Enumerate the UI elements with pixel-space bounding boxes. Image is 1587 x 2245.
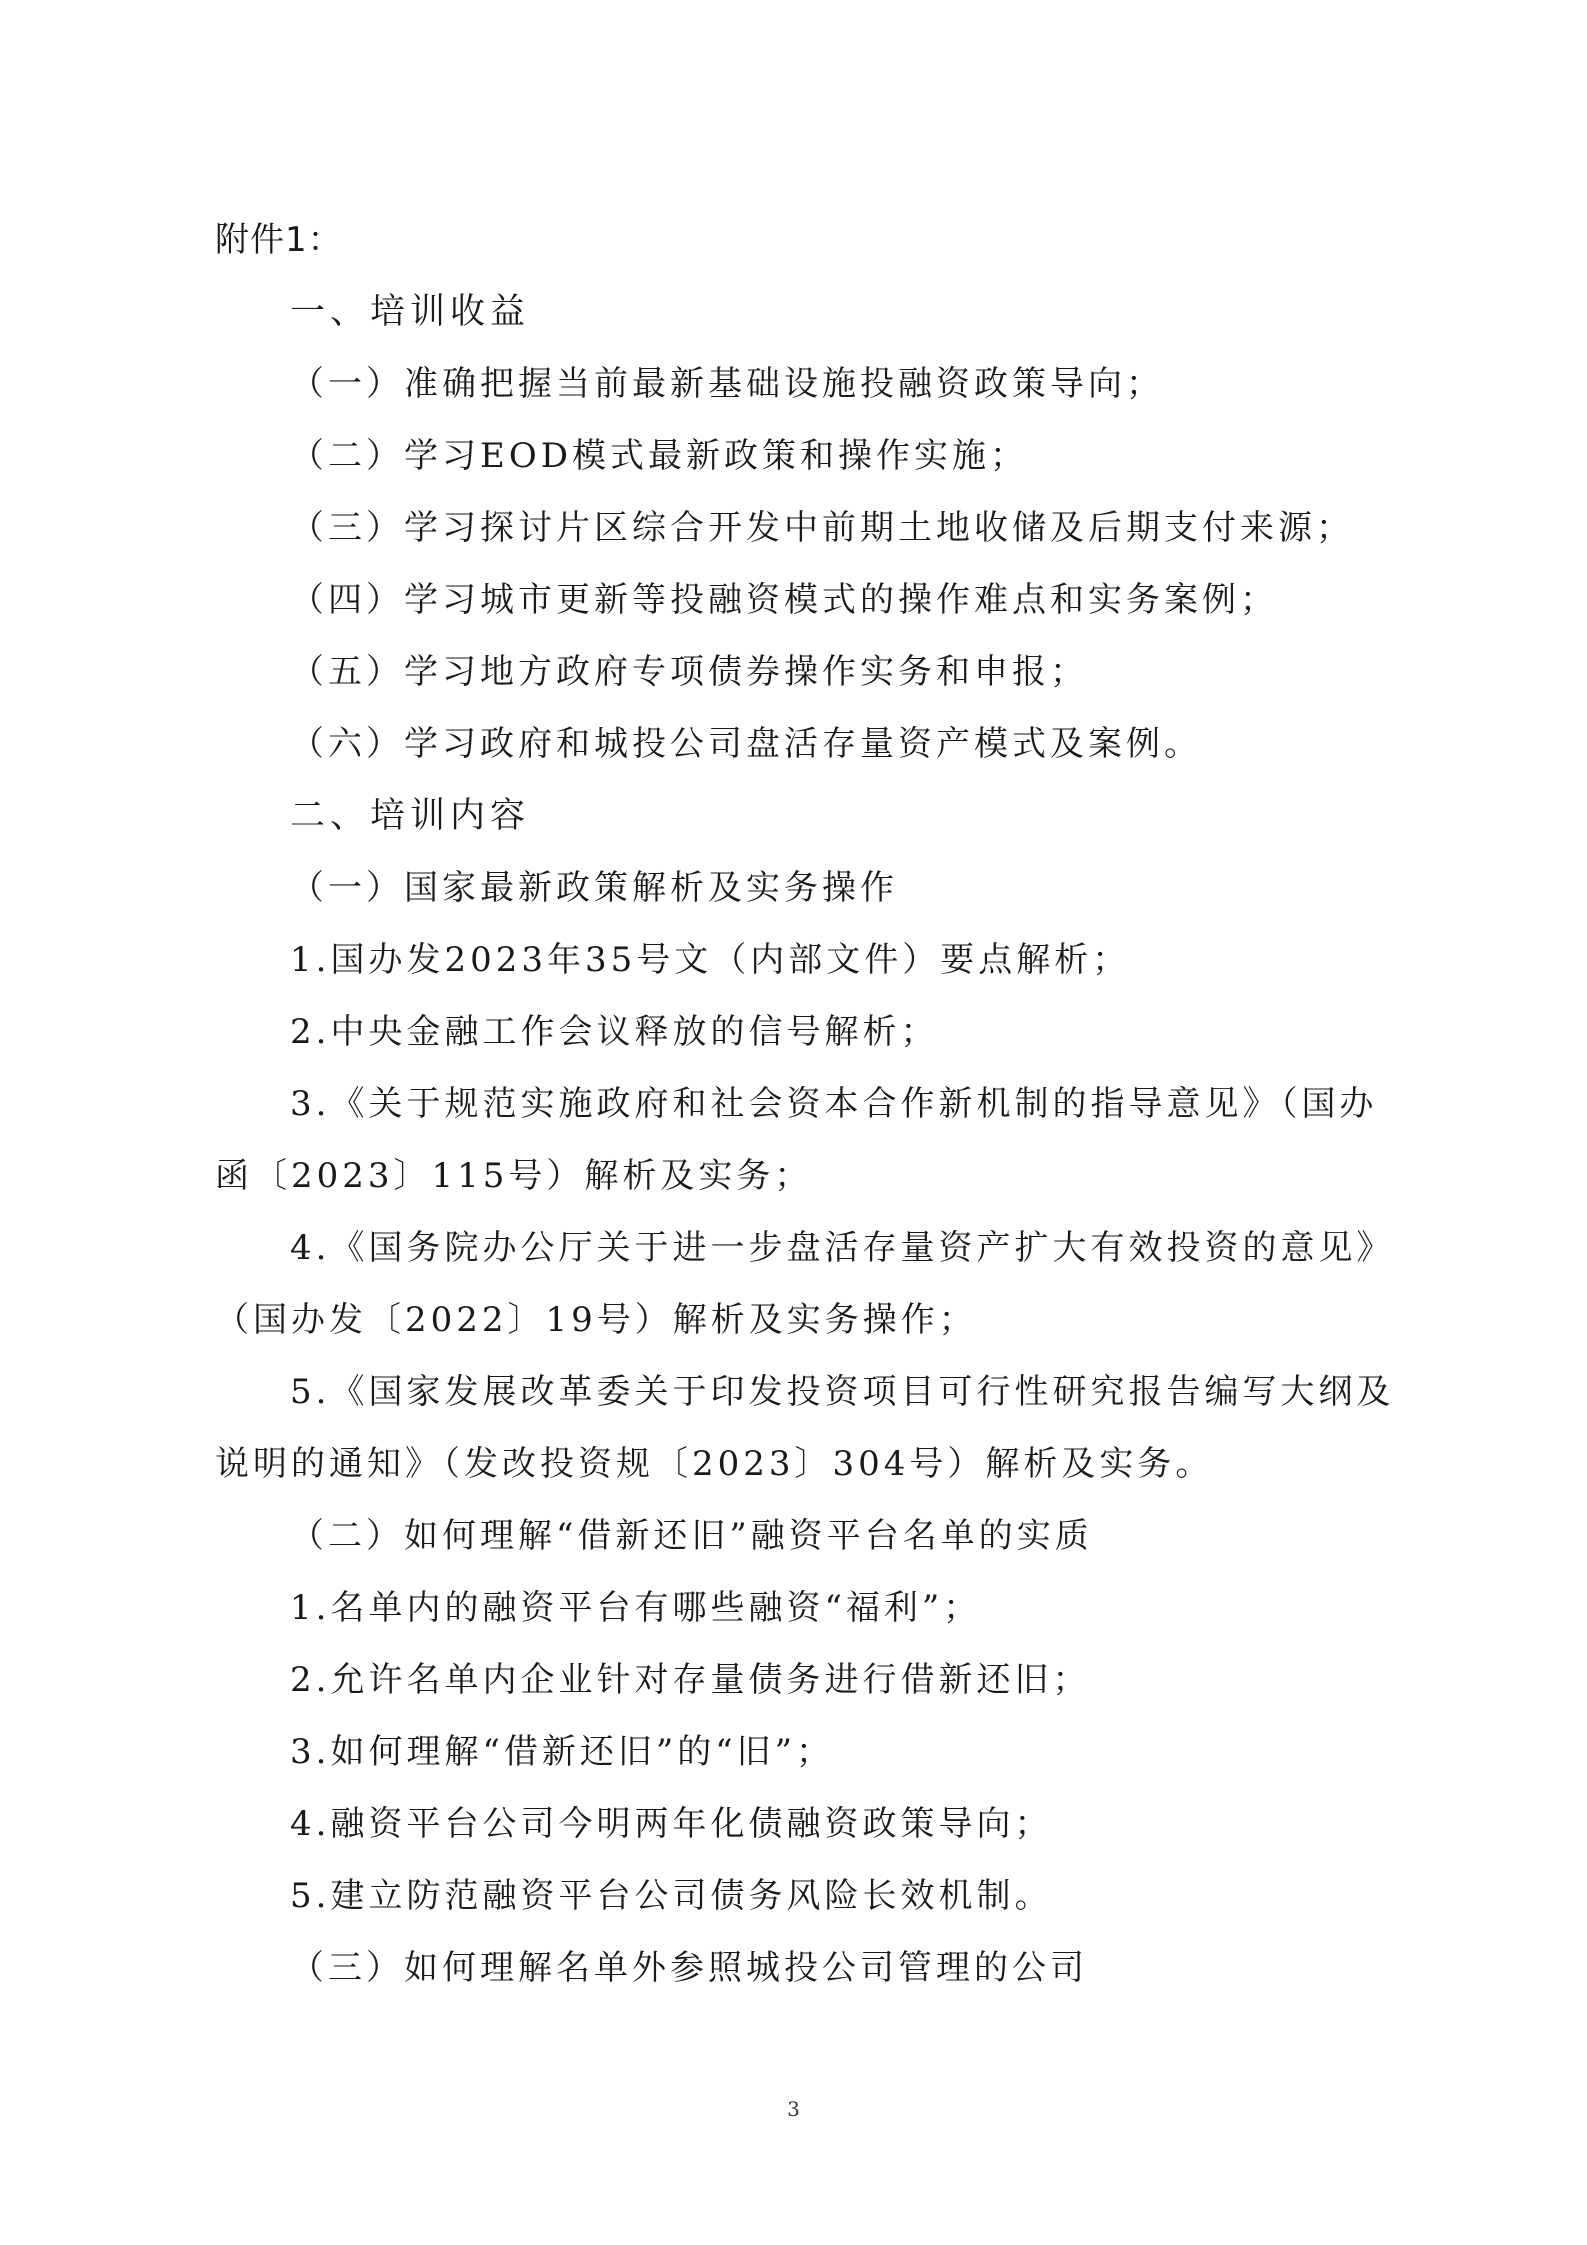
subsection-heading: （二）如何理解“借新还旧”融资平台名单的实质 [290,1516,1093,1556]
content-item: 3.如何理解“借新还旧”的“旧”； [290,1732,834,1772]
content-item: 2.中央金融工作会议释放的信号解析； [290,1012,939,1052]
subsection-heading: （一）国家最新政策解析及实务操作 [290,868,898,908]
content-item: 3.《关于规范实施政府和社会资本合作新机制的指导意见》（国办 [290,1084,1378,1124]
benefit-item: （五）学习地方政府专项债券操作实务和申报； [290,652,1088,692]
content-item: 5.建立防范融资平台公司债务风险长效机制。 [290,1876,1053,1916]
section-heading-benefits: 一、培训收益 [290,292,531,332]
content-item: 4.《国务院办公厅关于进一步盘活存量资产扩大有效投资的意见》 [290,1228,1395,1268]
content-item: 4.融资平台公司今明两年化债融资政策导向； [290,1804,1053,1844]
subsection-heading: （三）如何理解名单外参照城投公司管理的公司 [290,1948,1088,1988]
content-item: 1.国办发2023年35号文（内部文件）要点解析； [290,940,1131,980]
content-item: 1.名单内的融资平台有哪些融资“福利”； [290,1588,982,1628]
content-item-continuation: （国办发〔2022〕19号）解析及实务操作； [215,1300,977,1340]
section-heading-content: 二、培训内容 [290,796,531,836]
benefit-item: （三）学习探讨片区综合开发中前期土地收储及后期支付来源； [290,508,1354,548]
content-item-continuation: 函〔2023〕115号）解析及实务； [215,1156,813,1196]
content-item: 2.允许名单内企业针对存量债务进行借新还旧； [290,1660,1091,1700]
benefit-item: （一）准确把握当前最新基础设施投融资政策导向； [290,364,1164,404]
page-number: 3 [787,2097,800,2121]
content-item-continuation: 说明的通知》（发改投资规〔2023〕304号）解析及实务。 [215,1444,1214,1484]
content-item: 5.《国家发展改革委关于印发投资项目可行性研究报告编写大纲及 [290,1372,1395,1412]
benefit-item: （二）学习EOD模式最新政策和操作实施； [290,436,1028,476]
benefit-item: （四）学习城市更新等投融资模式的操作难点和实务案例； [290,580,1278,620]
benefit-item: （六）学习政府和城投公司盘活存量资产模式及案例。 [290,724,1202,764]
attachment-label: 附件1： [215,220,343,260]
